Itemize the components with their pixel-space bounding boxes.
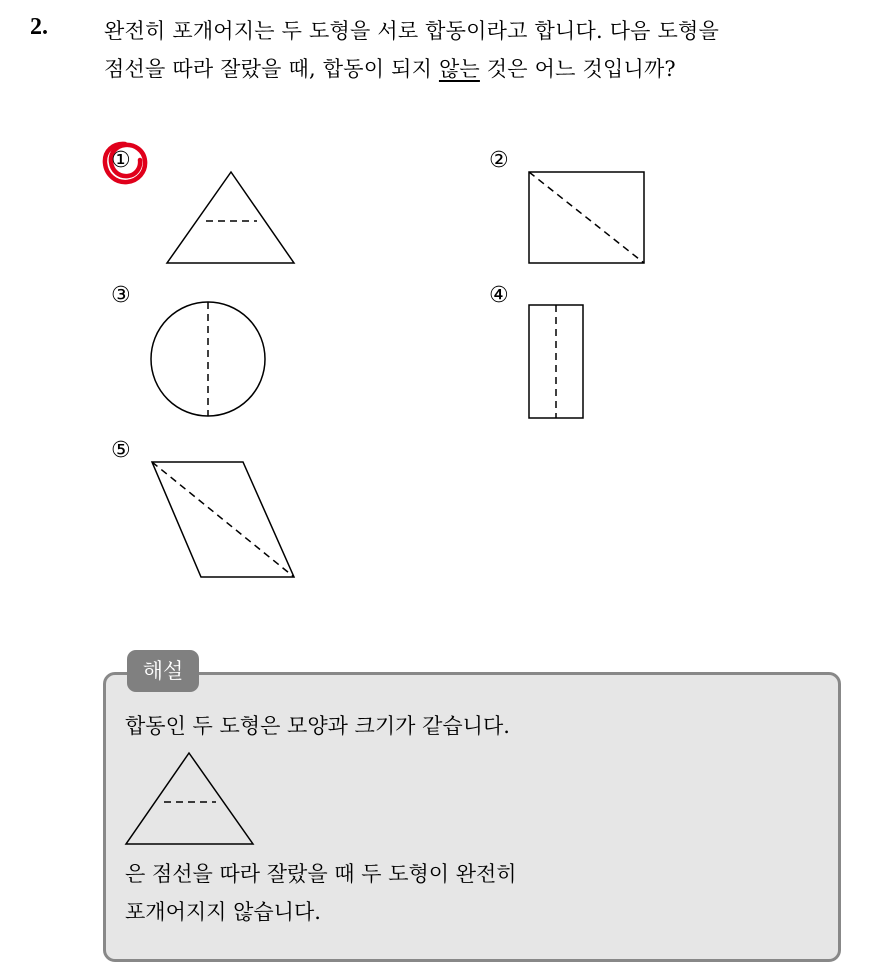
- choice-label-1: ①: [111, 148, 131, 173]
- choice-5-parallelogram-figure: [145, 455, 303, 585]
- explanation-triangle-figure: [120, 748, 260, 850]
- choice-4-rectangle-figure: [522, 298, 590, 424]
- question-text-part: 점선을 따라 잘랐을 때, 합동이 되지: [104, 57, 439, 81]
- explanation-line3: 포개어지지 않습니다.: [125, 900, 321, 924]
- explanation-line2: 은 점선을 따라 잘랐을 때 두 도형이 완전히: [125, 862, 517, 886]
- question-text-line2: [104, 53, 676, 83]
- choice-label-3: ③: [111, 283, 131, 308]
- emphasized-word: 않는: [438, 57, 480, 81]
- question-text-part: 것은 어느 것입니까?: [479, 57, 676, 81]
- choice-3-circle-figure: [145, 296, 271, 422]
- question-number: 2.: [30, 14, 48, 40]
- choice-2-rectangle-figure: [520, 165, 652, 270]
- explanation-line1: 합동인 두 도형은 모양과 크기가 같습니다.: [125, 714, 510, 738]
- choice-label-4: ④: [489, 283, 509, 308]
- explanation-tag: 해설: [127, 650, 199, 692]
- question-text-line1: 완전히 포개어지는 두 도형을 서로 합동이라고 합니다. 다음 도형을: [104, 19, 719, 43]
- choice-1-triangle-figure: [160, 165, 302, 270]
- choice-label-5: ⑤: [111, 438, 131, 463]
- choice-label-2: ②: [489, 148, 509, 173]
